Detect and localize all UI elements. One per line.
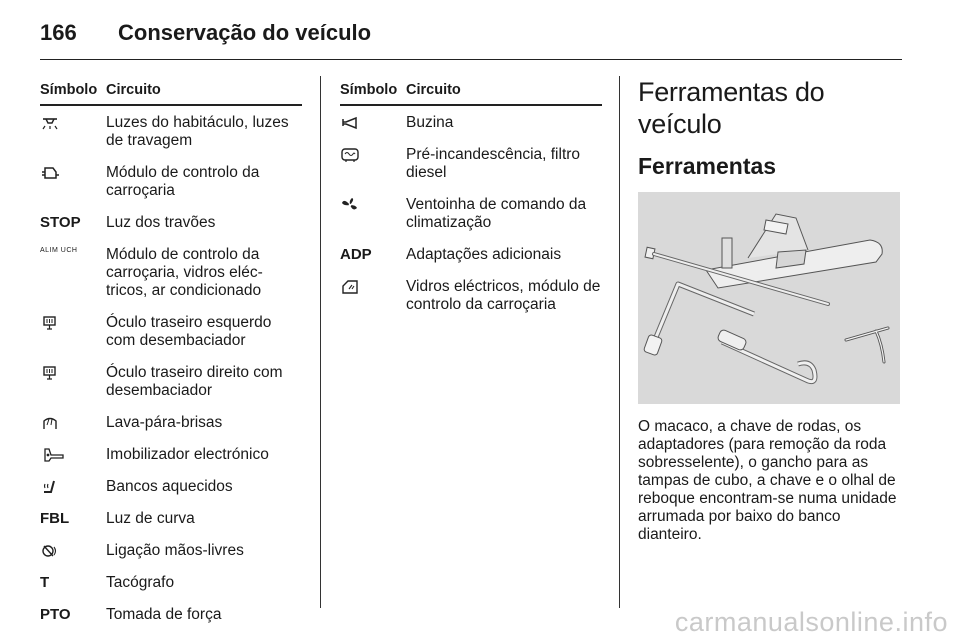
table-row	[40, 598, 302, 630]
table-row	[340, 238, 602, 270]
table-row	[40, 406, 302, 438]
circuit-label: Luz de curva	[106, 510, 195, 527]
circuit-label: Vidros eléctricos, módulo de controlo da carroçaria	[406, 278, 601, 313]
circuit-label: Ligação mãos-livres	[106, 542, 244, 559]
fuse-table-left	[40, 76, 302, 630]
circuit-label: Luzes do habitáculo, luzes de travagem	[106, 114, 289, 149]
tools-section	[638, 76, 902, 544]
circuit-label: Imobilizador electrónico	[106, 446, 269, 463]
circuit-label: Tacógrafo	[106, 574, 175, 591]
circuit-label: Óculo traseiro esquerdo com desembaciador	[106, 314, 272, 349]
column-divider-right	[619, 76, 620, 608]
interior-light-icon	[40, 114, 106, 150]
column-header-circuit: Circuito	[106, 82, 161, 98]
table-row	[40, 502, 302, 534]
vehicle-tools-illustration	[638, 192, 900, 404]
key-illustration	[846, 328, 888, 362]
table-row	[40, 438, 302, 470]
symbol-text: STOP	[40, 214, 81, 231]
symbol-text: ALIM UCH	[40, 247, 78, 254]
table-row	[340, 138, 602, 188]
table-row	[340, 270, 602, 320]
rear-window-heater-right-icon	[40, 364, 106, 400]
table-row	[40, 566, 302, 598]
heated-seat-icon	[40, 478, 106, 496]
table-row	[40, 470, 302, 502]
page-header	[40, 18, 902, 60]
rear-window-heater-left-icon	[40, 314, 106, 350]
symbol-text: PTO	[40, 606, 71, 623]
symbol-text: ADP	[340, 246, 372, 263]
table-row	[40, 206, 302, 238]
circuit-label: Adaptações adicionais	[406, 246, 562, 263]
handsfree-icon	[40, 542, 106, 560]
table-row	[40, 156, 302, 206]
body-control-module-icon	[40, 164, 106, 200]
table-row	[40, 356, 302, 406]
circuit-label: Tomada de força	[106, 606, 222, 623]
horn-icon	[340, 114, 406, 132]
circuit-label: Módulo de controlo da carroçaria, vidros eléc-tricos, ar condicionado	[106, 246, 263, 299]
windscreen-washer-icon	[40, 414, 106, 432]
column-header-symbol: Símbolo	[40, 82, 98, 98]
watermark: carmanualsonline.info	[674, 607, 948, 637]
circuit-label: Módulo de controlo da carroçaria	[106, 164, 260, 199]
fan-icon	[340, 196, 406, 232]
circuit-label: Luz dos travões	[106, 214, 216, 231]
section-subtitle: Ferramentas	[638, 153, 777, 179]
glow-plug-icon	[340, 146, 406, 182]
symbol-text: FBL	[40, 510, 70, 527]
circuit-label: Lava-pára-brisas	[106, 414, 223, 431]
tools-description: O macaco, a chave de rodas, os adaptadores (para remoção da roda sobresselente), o gancho para as tampas de cubo, a chave e o olhal de reboque encontram-se numa unidade arrumada por baixo do banco dianteiro.	[638, 418, 897, 543]
column-header-circuit: Circuito	[406, 82, 461, 98]
page-title: Conservação do veículo	[118, 20, 372, 45]
circuit-label: Pré-incandescência, filtro diesel	[406, 146, 581, 181]
fuse-table-right	[340, 76, 602, 320]
table-header	[40, 76, 302, 106]
circuit-label: Ventoinha de comando da climatização	[406, 196, 587, 231]
table-row	[40, 534, 302, 566]
immobiliser-key-icon	[40, 446, 106, 464]
table-row	[40, 106, 302, 156]
table-row	[340, 188, 602, 238]
column-header-symbol: Símbolo	[340, 82, 398, 98]
circuit-label: Buzina	[406, 114, 454, 131]
table-row	[40, 238, 302, 306]
circuit-label: Bancos aquecidos	[106, 478, 233, 495]
section-title: Ferramentas do veículo	[638, 77, 825, 139]
symbol-text: T	[40, 574, 50, 591]
hook-illustration	[717, 329, 815, 382]
power-window-icon	[340, 278, 406, 314]
table-row	[40, 306, 302, 356]
column-divider-left	[320, 76, 321, 608]
page-number: 166	[40, 20, 77, 45]
table-row	[340, 106, 602, 138]
circuit-label: Óculo traseiro direito com desembaciador	[106, 364, 283, 399]
table-header	[340, 76, 602, 106]
